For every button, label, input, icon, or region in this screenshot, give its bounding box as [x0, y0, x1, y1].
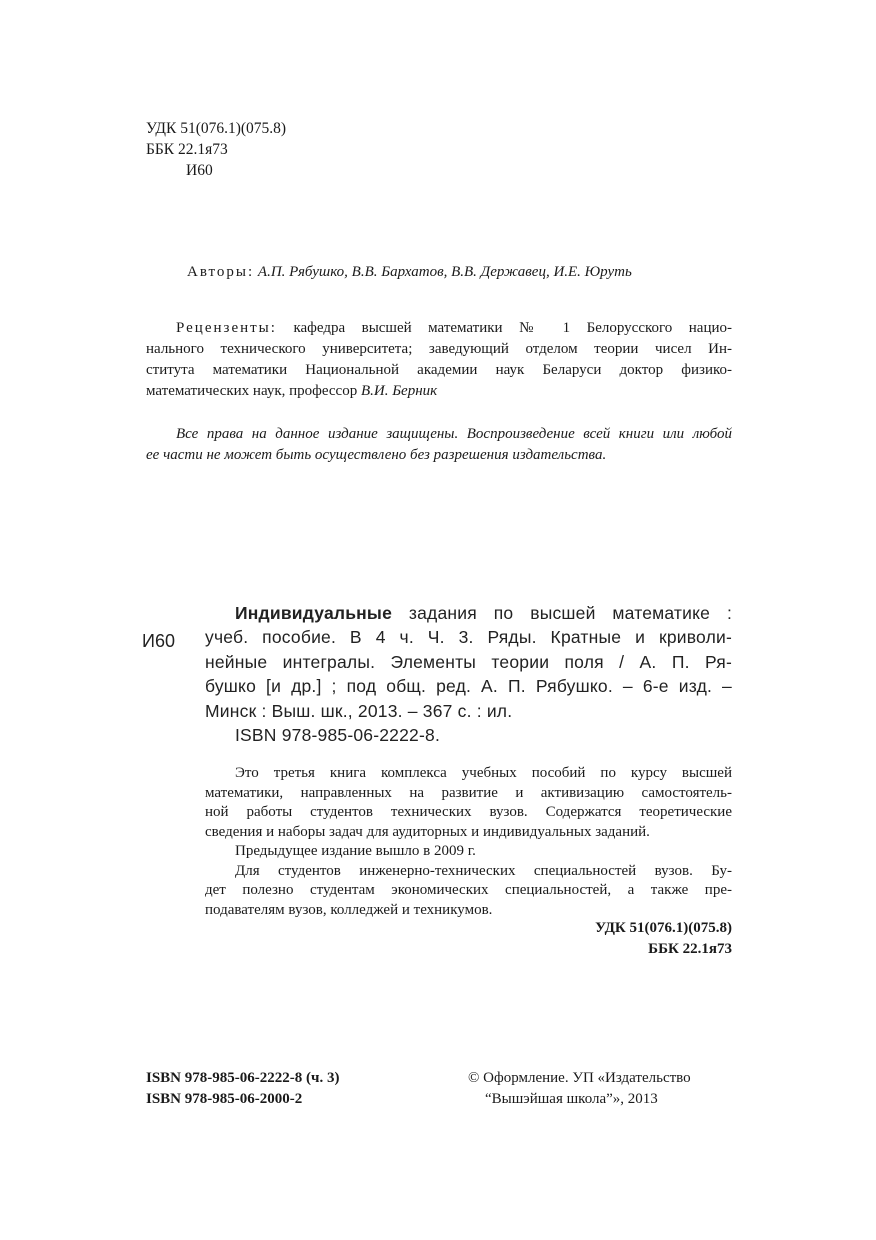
annotation-line: сведения и наборы задач для аудиторных и индивидуальных заданий. — [205, 823, 650, 840]
rights-notice — [146, 424, 732, 466]
isbn-footer — [146, 1068, 339, 1110]
reviewers-line — [146, 318, 732, 339]
bbk-code: ББК 22.1я73 — [146, 141, 228, 158]
classification-block — [146, 118, 286, 181]
copyright-line: “Вышэйшая школа”», 2013 — [485, 1091, 658, 1107]
udk-code: УДК 51(076.1)(075.8) — [146, 120, 287, 137]
reviewer-name: В.И. Берник — [360, 383, 438, 399]
reviewers-line — [146, 381, 732, 402]
biblio-line: учеб. пособие. В 4 ч. Ч. 3. Ряды. Кратные и криволи- — [205, 627, 732, 648]
annotation-line: ной работы студентов технических вузов. Содержатся теоретические — [205, 804, 732, 820]
annotation-line: подавателям вузов, колледжей и техникумов. — [205, 901, 493, 918]
rights-line: Все права на данное издание защищены. Воспроизведение всей книги или любой — [176, 426, 732, 442]
copyright-notice — [468, 1068, 691, 1110]
author-mark: И60 — [186, 162, 213, 179]
reviewers-line: нального технического университета; заведующий отделом теории чисел Ин- — [146, 341, 732, 357]
biblio-line — [205, 601, 732, 625]
udk-code-bottom: УДК 51(076.1)(075.8) — [595, 920, 732, 936]
authors-label: Авторы: — [187, 264, 255, 280]
isbn-set: ISBN 978-985-06-2000-2 — [146, 1091, 303, 1107]
annotation-line: Для студентов инженерно-технических специальностей вузов. Бу- — [235, 862, 732, 879]
annotation — [205, 764, 732, 920]
reviewers-block — [146, 318, 732, 402]
biblio-line-1-rest: задания по высшей математике : — [408, 603, 733, 623]
bibliographic-record — [205, 601, 732, 747]
biblio-title-bold: Индивидуальные — [235, 603, 393, 623]
biblio-line: бушко [и др.] ; под общ. ред. А. П. Рябушко. – 6-е изд. – — [205, 676, 732, 697]
reviewers-line: ститута математики Национальной академии наук Беларуси доктор физико- — [146, 362, 732, 378]
authors-line — [187, 264, 632, 281]
annotation-line: математики, направленных на развитие и активизацию самостоятель- — [205, 784, 732, 801]
authors-names: А.П. Рябушко, В.В. Бархатов, В.В. Державец, И.Е. Юруть — [257, 264, 632, 280]
copyright-line: © Оформление. УП «Издательство — [468, 1070, 691, 1086]
bibliographic-mark: И60 — [142, 631, 175, 651]
biblio-isbn: ISBN 978-985-06-2222-8. — [235, 725, 441, 746]
annotation-line: Это третья книга комплекса учебных пособий по курсу высшей — [235, 765, 732, 781]
bbk-code-bottom: ББК 22.1я73 — [648, 941, 732, 957]
rights-line: ее части не может быть осуществлено без разрешения издательства. — [146, 447, 607, 463]
isbn-part: ISBN 978-985-06-2222-8 (ч. 3) — [146, 1070, 340, 1086]
annotation-line: дет полезно студентам экономических специальностей, а также пре- — [205, 882, 732, 898]
classification-bottom — [595, 918, 732, 960]
reviewers-label: Рецензенты: — [176, 320, 277, 336]
biblio-line: Минск : Выш. шк., 2013. – 367 с. : ил. — [205, 700, 513, 721]
reviewers-line-1-text: кафедра высшей математики № 1 Белорусского нацио- — [293, 320, 732, 336]
reviewers-line-4-text: математических наук, профессор — [146, 383, 358, 399]
biblio-line: нейные интегралы. Элементы теории поля / А. П. Ря- — [205, 651, 732, 672]
annotation-line: Предыдущее издание вышло в 2009 г. — [235, 843, 476, 859]
